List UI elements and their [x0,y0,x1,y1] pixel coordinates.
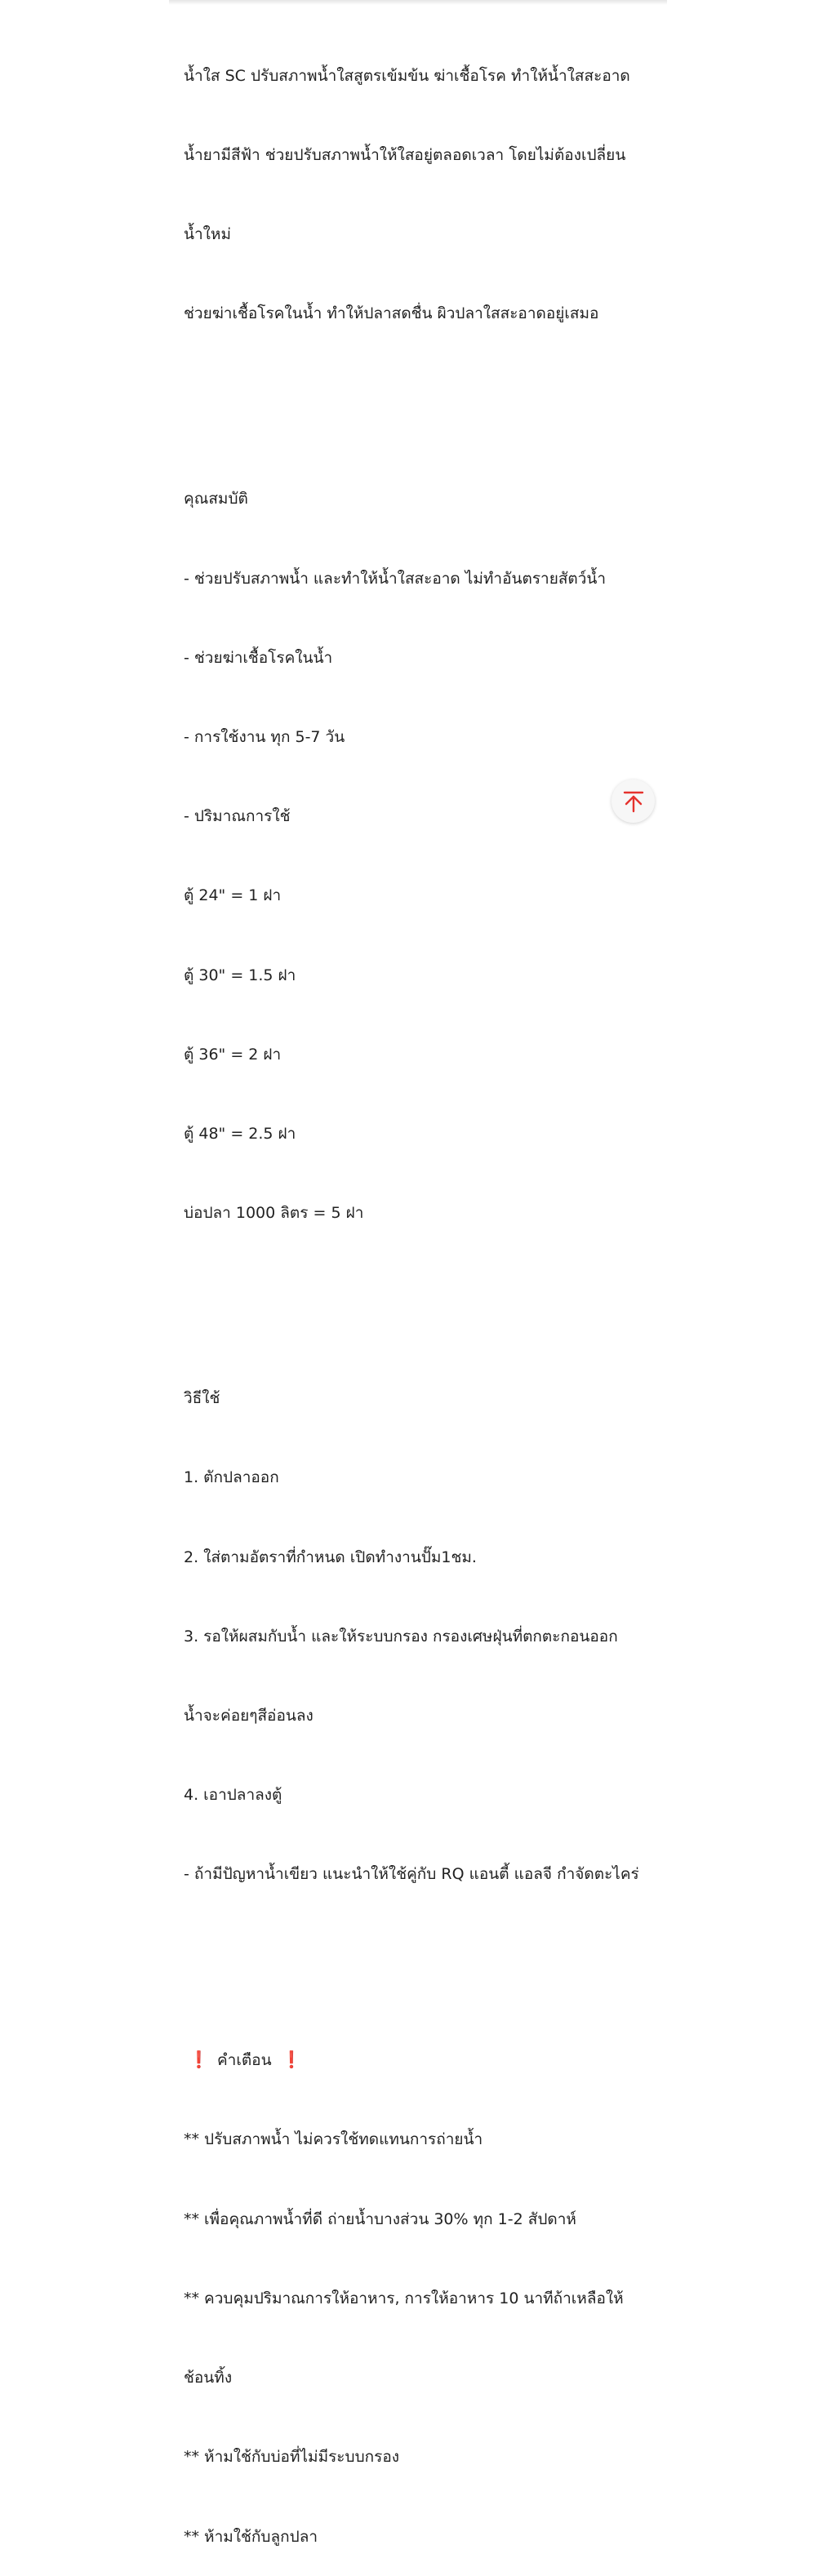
dosage-item: ตู้ 24" = 1 ฝา [184,886,282,905]
scroll-to-top-button[interactable] [611,779,655,823]
properties-heading: คุณสมบัติ [184,490,248,509]
usage-step: 3. รอให้ผสมกับน้ำ และให้ระบบกรอง กรองเศษฝุ่นที่ตกตะกอนออก [184,1627,618,1646]
usage-step: 4. เอาปลาลงตู้ [184,1786,282,1805]
property-item: - ช่วยฆ่าเชื้อโรคในน้ำ [184,648,333,667]
arrow-up-to-top-icon [621,789,646,814]
intro-line: น้ำใส SC ปรับสภาพน้ำใสสูตรเข้มข้น ฆ่าเชื้อโรค ทำให้น้ำใสสะอาด [184,66,630,85]
warning-item: ** ห้ามใช้กับลูกปลา [184,2527,318,2546]
usage-step: น้ำจะค่อยๆสีอ่อนลง [184,1706,314,1725]
blank-line [184,1279,661,1305]
property-item: - การใช้งาน ทุก 5-7 วัน [184,727,345,746]
dosage-item: บ่อปลา 1000 ลิตร = 5 ฝา [184,1204,364,1223]
exclamation-icon: ❗ [281,2050,302,2070]
property-item: - ช่วยปรับสภาพน้ำ และทำให้น้ำใสสะอาด ไม่ทำอันตรายสัตว์น้ำ [184,569,607,588]
product-description [184,10,661,2576]
usage-heading: วิธีใช้ [184,1389,220,1408]
dosage-item: ตู้ 30" = 1.5 ฝา [184,966,296,984]
intro-line: น้ำใหม่ [184,225,231,244]
dosage-item: ตู้ 36" = 2 ฝา [184,1045,282,1064]
blank-line [184,380,661,406]
warning-title: คำเตือน [216,2051,272,2070]
intro-line: น้ำยามีสีฟ้า ช่วยปรับสภาพน้ำให้ใสอยู่ตลอดเวลา โดยไม่ต้องเปลี่ยน [184,146,626,165]
property-item: - ปริมาณการใช้ [184,807,291,826]
usage-step: 1. ตักปลาออก [184,1468,279,1487]
warning-item: ** ปรับสภาพน้ำ ไม่ควรใช้ทดแทนการถ่ายน้ำ [184,2130,483,2149]
warning-item: ** ห้ามใช้กับบ่อที่ไม่มีระบบกรอง [184,2448,400,2467]
header-shadow [169,0,667,5]
warning-item: ** ควบคุมปริมาณการให้อาหาร, การให้อาหาร 10 นาทีถ้าเหลือให้ [184,2289,624,2307]
exclamation-icon: ❗ [189,2050,209,2070]
intro-line: ช่วยฆ่าเชื้อโรคในน้ำ ทำให้ปลาสดชื่น ผิวปลาใสสะอาดอยู่เสมอ [184,304,599,323]
dosage-item: ตู้ 48" = 2.5 ฝา [184,1125,296,1144]
usage-note: - ถ้ามีปัญหาน้ำเขียว แนะนำให้ใช้คู่กับ RQ แอนตี้ แอลจี กำจัดตะไคร่ [184,1865,639,1884]
warning-item: ช้อนทิ้ง [184,2369,233,2387]
usage-step: 2. ใส่ตามอัตราที่กำหนด เปิดทำงานปั๊ม1ชม. [184,1548,477,1566]
blank-line [184,1941,661,1967]
warning-heading [184,2046,661,2073]
warning-item: ** เพื่อคุณภาพน้ำที่ดี ถ่ายน้ำบางส่วน 30% ทุก 1-2 สัปดาห์ [184,2210,576,2228]
